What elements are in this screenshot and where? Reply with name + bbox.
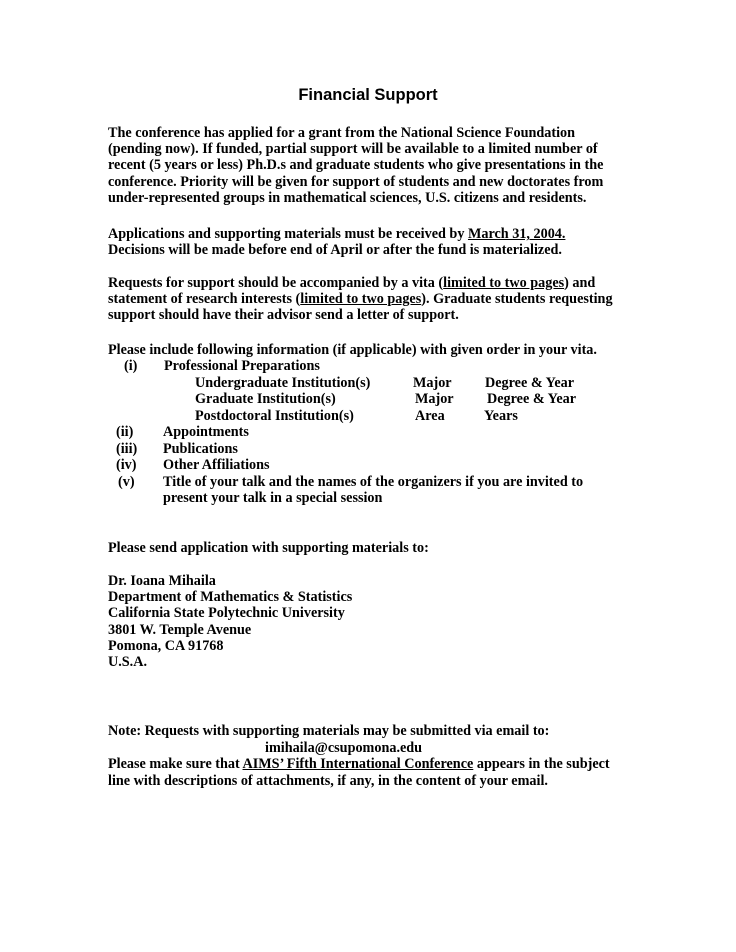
paragraph-line: The conference has applied for a grant from the National Science Foundation xyxy=(108,125,575,141)
field-label: Area xyxy=(415,408,445,424)
send-intro: Please send application with supporting materials to: xyxy=(108,540,429,556)
list-item-label: Publications xyxy=(163,441,238,457)
deadline-paragraph xyxy=(108,226,648,258)
address-line: Department of Mathematics & Statistics xyxy=(108,589,353,606)
list-number: (ii) xyxy=(116,424,134,440)
deadline-date: March 31, 2004. xyxy=(467,226,566,242)
note-line xyxy=(108,756,610,772)
conference-name: AIMS’ Fifth International Conference xyxy=(242,756,474,772)
text-span: Requests for support should be accompanied by a vita ( xyxy=(108,275,444,291)
page-limit-note: limited to two pages xyxy=(300,291,422,308)
text-span: statement of research interests ( xyxy=(108,291,301,308)
institution-label: Undergraduate Institution(s) xyxy=(195,375,371,391)
paragraph-line: under-represented groups in mathematical sciences, U.S. citizens and residents. xyxy=(108,189,587,206)
field-label: Years xyxy=(484,408,518,424)
field-label: Degree & Year xyxy=(485,375,575,391)
text-span: appears in the subject xyxy=(473,756,610,772)
text-span: ). Graduate students requesting xyxy=(421,291,613,308)
paragraph-line xyxy=(108,275,648,291)
paragraph-line: recent (5 years or less) Ph.D.s and graduate students who give presentations in the xyxy=(108,157,604,174)
note-line: Note: Requests with supporting materials may be submitted via email to: xyxy=(108,723,550,739)
deadline-prefix: Applications and supporting materials must be received by xyxy=(108,226,468,242)
page-limit-note: limited to two pages xyxy=(443,275,565,291)
list-number: (iv) xyxy=(116,457,137,473)
address-line: U.S.A. xyxy=(108,653,148,670)
field-label: Degree & Year xyxy=(487,391,577,407)
note-line: line with descriptions of attachments, if any, in the content of your email. xyxy=(108,773,548,789)
paragraph-line xyxy=(108,291,648,307)
requests-paragraph xyxy=(108,275,648,324)
list-item-label: present your talk in a special session xyxy=(163,490,383,506)
list-item-label: Title of your talk and the names of the organizers if you are invited to xyxy=(163,474,584,490)
paragraph-line xyxy=(108,226,648,242)
page-title: Financial Support xyxy=(298,86,438,104)
list-item-label: Professional Preparations xyxy=(164,358,320,374)
list-item-label: Other Affiliations xyxy=(163,457,270,473)
list-number: (v) xyxy=(118,474,135,490)
institution-label: Graduate Institution(s) xyxy=(195,391,336,407)
address-line: California State Polytechnic University xyxy=(108,605,345,622)
list-number: (i) xyxy=(124,358,138,374)
field-label: Major xyxy=(415,391,454,407)
address-line: Dr. Ioana Mihaila xyxy=(108,573,216,589)
paragraph-line: Decisions will be made before end of April or after the fund is materialized. xyxy=(108,242,562,259)
paragraph-line: (pending now). If funded, partial support will be available to a limited number of xyxy=(108,141,598,158)
contact-email[interactable]: imihaila@csupomona.edu xyxy=(265,740,423,756)
address-line: Pomona, CA 91768 xyxy=(108,637,224,654)
text-span: ) and xyxy=(564,275,596,291)
paragraph-line: conference. Priority will be given for support of students and new doctorates from xyxy=(108,173,604,190)
paragraph-line: support should have their advisor send a letter of support. xyxy=(108,307,459,324)
grant-paragraph xyxy=(108,125,648,206)
field-label: Major xyxy=(413,375,452,391)
list-item-label: Appointments xyxy=(163,424,249,440)
text-span: Please make sure that xyxy=(108,756,243,772)
vita-intro: Please include following information (if applicable) with given order in your vita. xyxy=(108,342,597,358)
address-line: 3801 W. Temple Avenue xyxy=(108,621,252,638)
institution-label: Postdoctoral Institution(s) xyxy=(195,408,354,424)
list-number: (iii) xyxy=(116,441,138,457)
mailing-address xyxy=(108,573,648,670)
